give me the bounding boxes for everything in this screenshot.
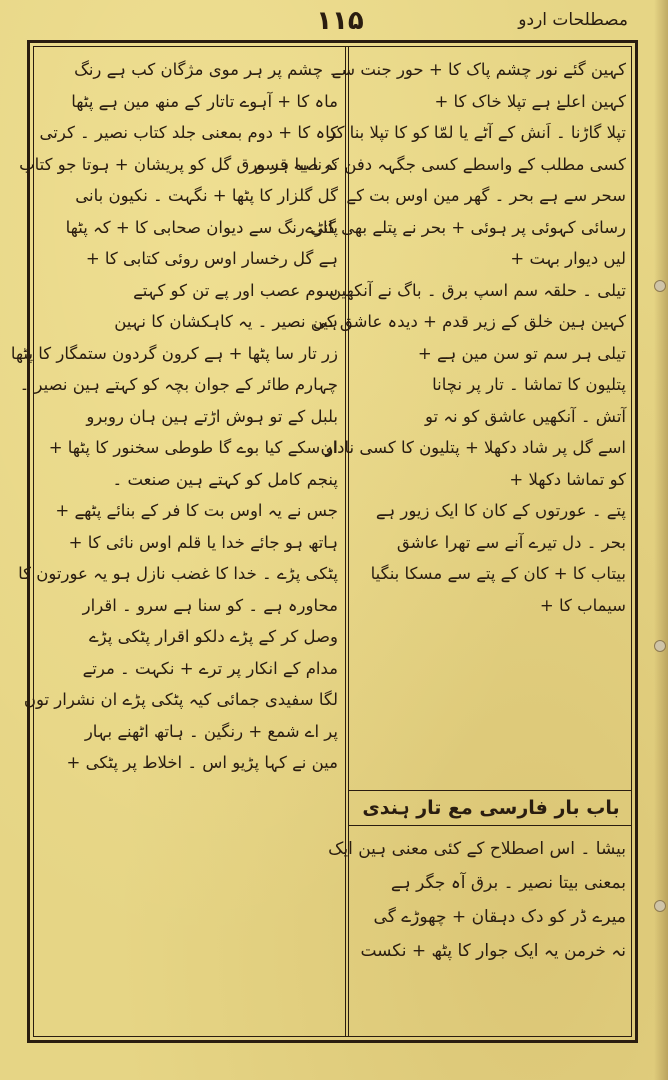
text-line: نہ صبا ہر ورق گل کو پریشان + ہوتا جو کتاب xyxy=(19,154,338,174)
text-line: کو تماشا دکھلا + xyxy=(509,469,626,489)
text-line: کہین اعلےٰ ہے تپلا خاک کا + xyxy=(434,91,626,111)
text-line: پتلیون کا تماشا ۔ تار پر نچانا xyxy=(432,375,626,394)
text-line: اسے گل پر شاد دکھلا + پتلیون کا کسی نادان xyxy=(320,438,626,457)
text-line: پنجم کامل کو کہتے ہین صنعت ۔ xyxy=(112,469,338,489)
text-line: نہ خرمن یہ ایک جوار کا پٹھ + نکست xyxy=(360,941,626,961)
text-line: کاہ کا + دوم بمعنی جلد کتاب نصیر ۔ کرتی xyxy=(39,123,338,142)
text-line: ہاتھ ہو جائے خدا یا قلم اوس نائی کا + xyxy=(68,532,338,552)
text-line: ماہ کا + آہوے تاتار کے منھ مین ہے پٹھا xyxy=(71,91,338,111)
text-line: بیشا ۔ اس اصطلاح کے کئی معنی ہین ایک xyxy=(328,839,626,859)
text-line: ۔ چشم پر ہر موی مژگان کب ہے رنگ xyxy=(74,60,338,79)
text-line: تیلی ۔ حلقہ سم اسپ برق ۔ باگ نے آنکھیں xyxy=(329,280,626,300)
text-line: ہین نصیر ۔ یہ کاہکشان کا نہین xyxy=(114,312,338,331)
text-line: وصل کر کے پڑے دلکو اقرار پٹکی پڑے xyxy=(89,627,338,646)
text-line: او سکے کیا بوے گا طوطی سخنور کا پٹھا + xyxy=(48,438,338,457)
text-line: رسائی کہوئی پر ہوئی + بحر نے پتلے بھی گاڑے xyxy=(305,217,626,237)
right-column xyxy=(254,54,626,621)
text-line: مدام کے انکار پر ترے + نکہت ۔ مرتے xyxy=(82,658,338,678)
text-line: تپلا گاڑنا ۔ اَنش کے آٹے یا لمّا کو کا تپلا بنا کر xyxy=(327,123,626,142)
text-line: لیں دیوار بہت + xyxy=(510,249,626,268)
running-title: مصطلحات اردو xyxy=(518,10,628,30)
text-line: کہین گئے نور چشم پاک کا + حور جنت سے xyxy=(331,60,626,79)
text-line: لگا سفیدی جمائی کیہ پٹکی پڑے ان نشرار تون xyxy=(23,690,338,709)
text-line: مین نے کہا پڑیو اس ۔ اخلاط پر پٹکی + xyxy=(66,753,338,772)
text-line: بلبل کے تو ہوش اڑتے ہین ہان روبرو xyxy=(86,406,338,426)
text-line: بحر ۔ دل تیرے آنے سے تھرا عاشق xyxy=(396,532,626,552)
text-line: بمعنی بیتا نصیر ۔ برق آہ جگر ہے xyxy=(390,873,626,893)
text-line: میرے ڈر کو دک دہقان + چھوڑے گی xyxy=(373,907,626,927)
text-line: تیلی ہر سم تو سن مین ہے + xyxy=(417,343,626,363)
text-line: جس نے یہ اوس بت کا فر کے بنائے پٹھے + xyxy=(55,501,338,520)
text-line: کسی مطلب کے واسطے کسی جگہہ دفن کرنا یہ قسم xyxy=(254,154,626,174)
text-line: چہارم طائر کے جوان بچہ کو کہتے ہین نصیر ۔ xyxy=(19,375,338,394)
text-line: زر تار سا پٹھا + ہے کرون گردون ستمگار کا پٹھا xyxy=(10,343,338,363)
text-line: پتے ۔ عورتوں کے کان کا ایک زیور ہے xyxy=(375,501,626,520)
text-line: سیماب کا + xyxy=(539,595,626,615)
text-line: کہین ہین خلق کے زیر قدم + دیدہ عاشق کی xyxy=(312,312,626,331)
page-binding-edge xyxy=(654,0,668,1080)
page-number: ۱۱۵ xyxy=(316,6,364,36)
binding-stitch-hole xyxy=(654,640,666,652)
right-column-bottom xyxy=(328,832,626,968)
text-line: بیتاب کا + کان کے پتے سے مسکا بنگیا xyxy=(370,564,626,583)
text-line: پٹکی پڑے ۔ خدا کا غضب نازل ہو یہ عورتون کا xyxy=(18,564,338,583)
text-line: محاورہ ہے ۔ کو سنا ہے سرو ۔ اقرار xyxy=(82,595,338,615)
text-line: سحر سے ہے بحر ۔ گھر مین اوس بت کے xyxy=(346,186,626,205)
text-line: پر اے شمع + رنگین ۔ ہاتھ اٹھنے بہار xyxy=(84,721,338,741)
binding-stitch-hole xyxy=(654,900,666,912)
text-line: آتش ۔ آنکھیں عاشق کو نہ تو xyxy=(425,406,626,426)
text-line: ہے گل رخسار اوس روئی کتابی کا + xyxy=(85,249,338,268)
text-line: پانی رنگ سے دیوان صحابی کا + کہ پٹھا xyxy=(65,217,338,237)
text-line: گل گلزار کا پٹھا + نگہت ۔ نکیون بانی xyxy=(75,186,338,205)
section-heading: باب بار فارسی مع تار ہندی xyxy=(362,797,620,819)
text-line: سوم عصب اور پے تن کو کہتے xyxy=(133,280,338,300)
left-column xyxy=(10,54,338,779)
binding-stitch-hole xyxy=(654,280,666,292)
